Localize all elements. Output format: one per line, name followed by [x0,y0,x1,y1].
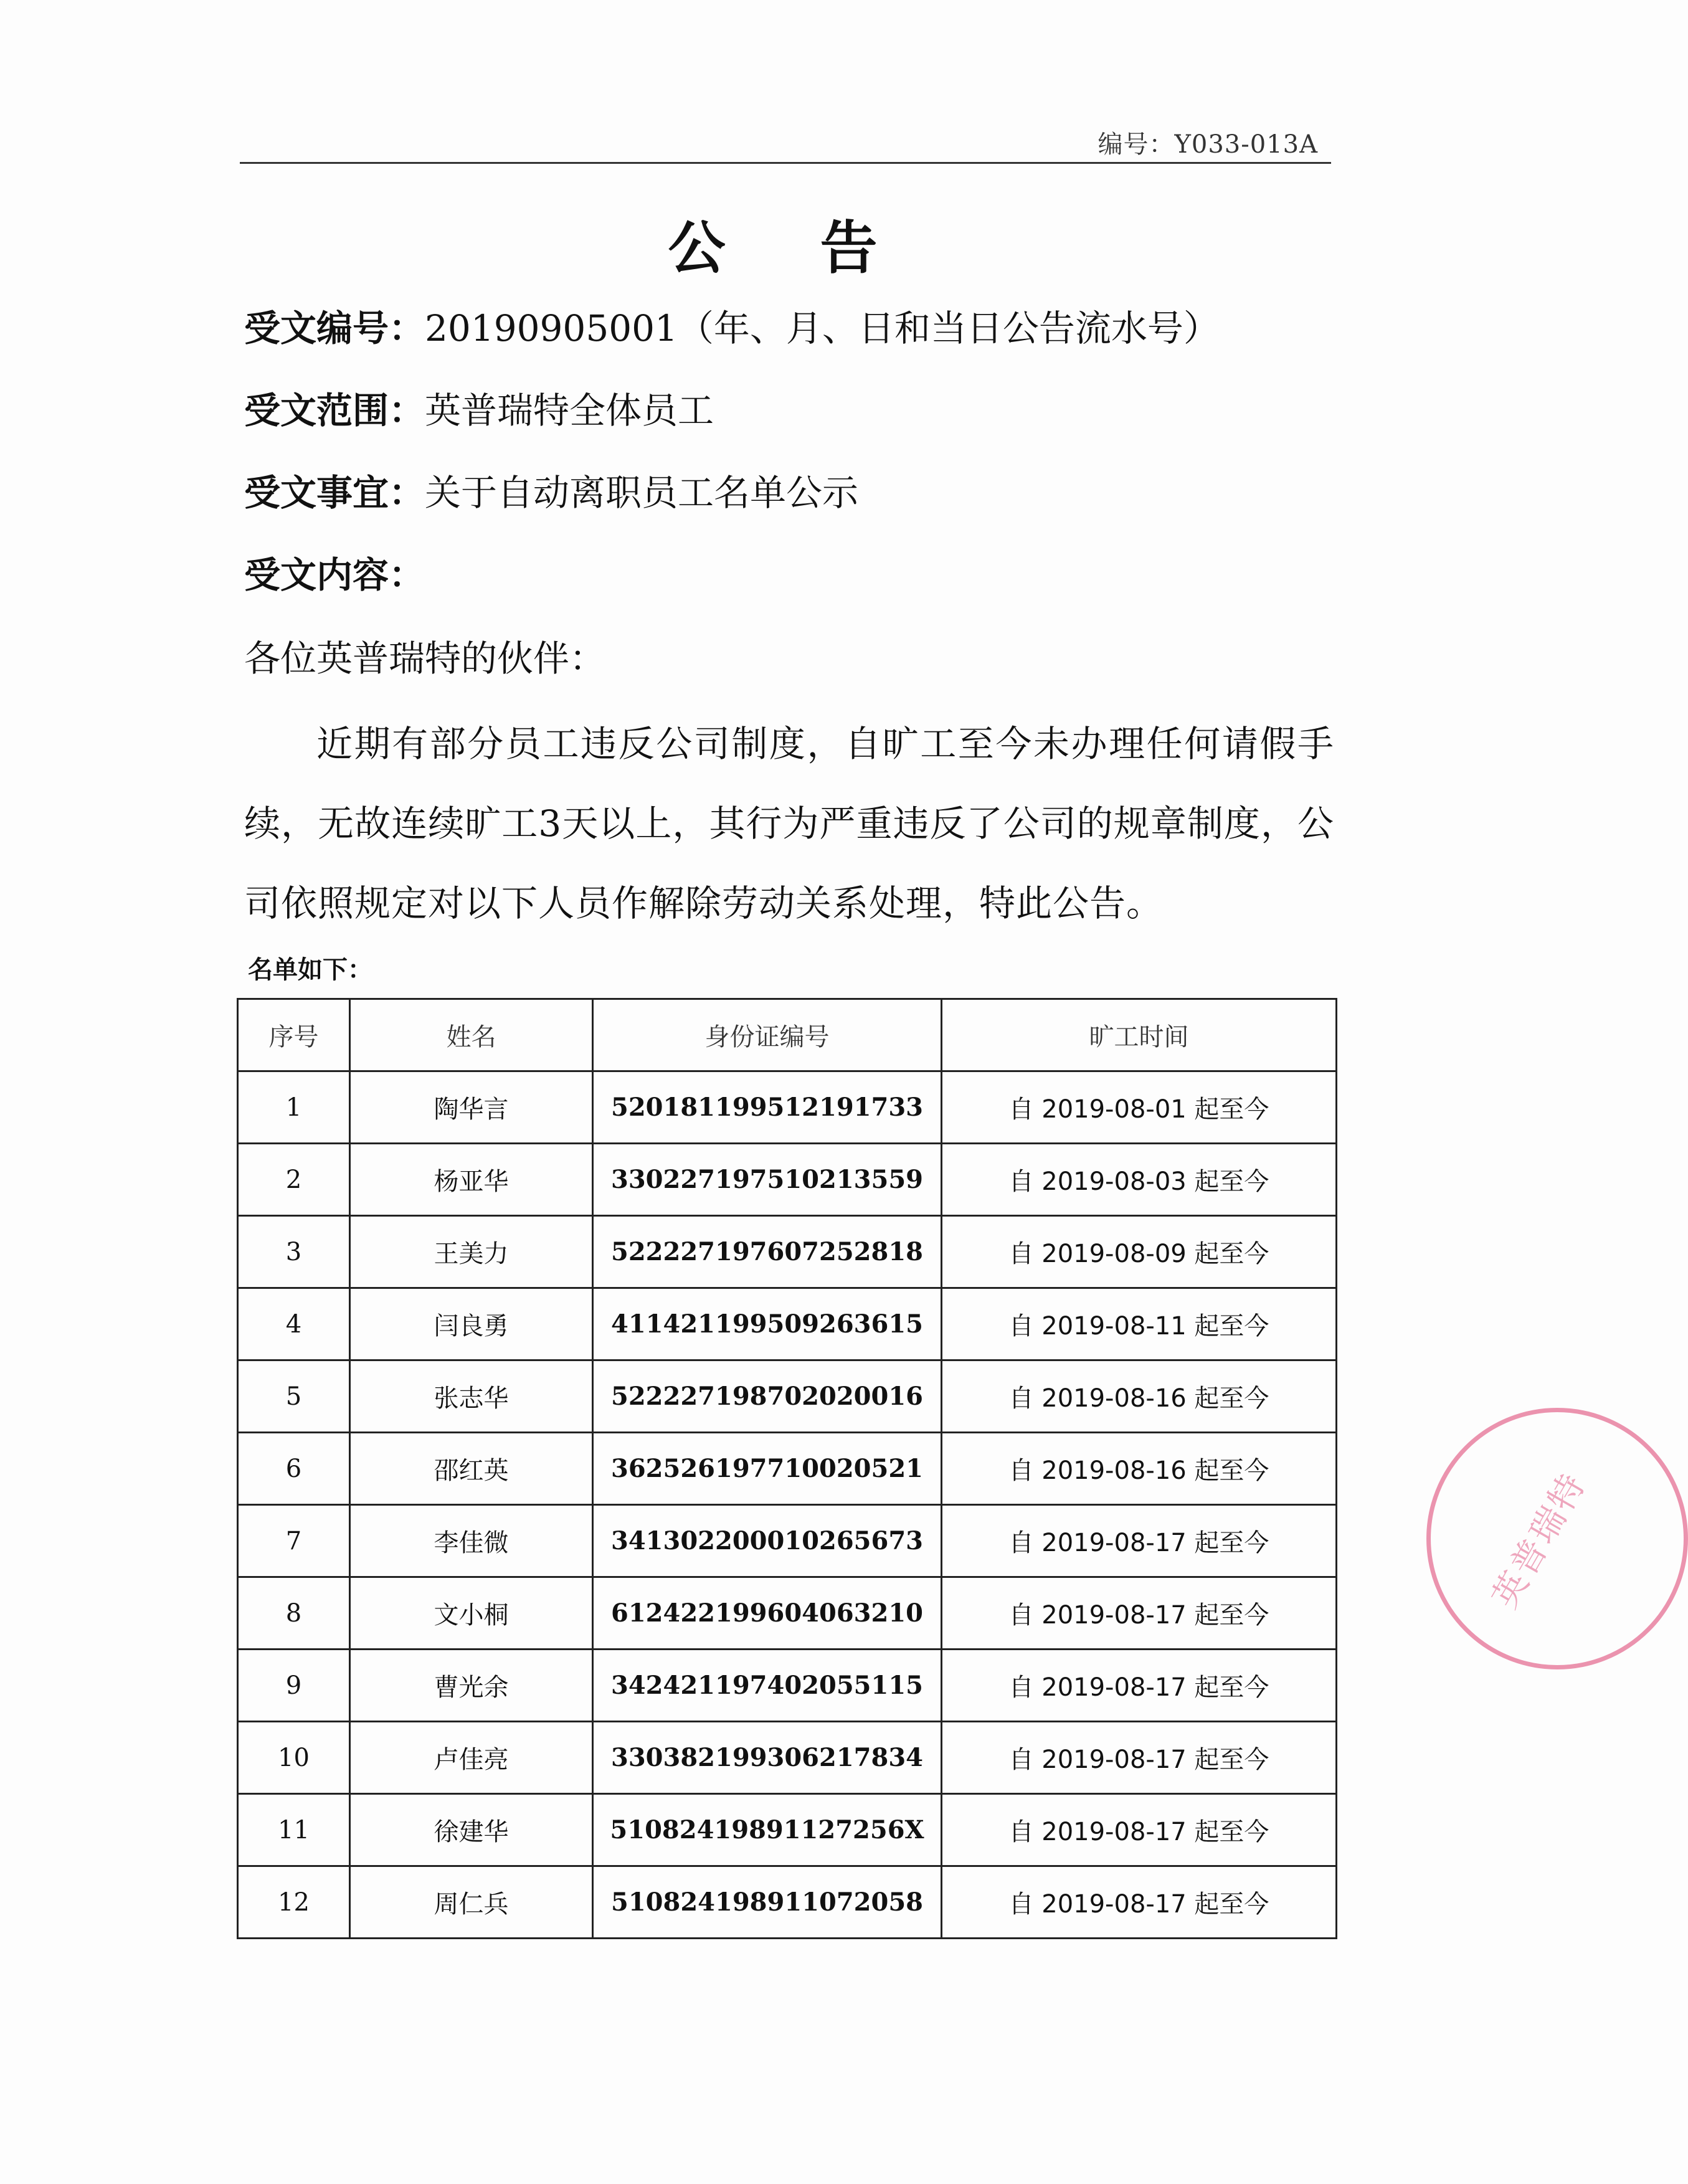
cell-index: 6 [238,1433,350,1505]
header-index: 序号 [238,999,350,1071]
field-label: 受文编号： [244,307,425,349]
cell-id-number: 330382199306217834 [593,1722,942,1794]
cell-absence-time: 自 2019-08-17 起至今 [942,1722,1337,1794]
table-row [238,1144,1337,1216]
seal-text: 英普瑞特 [1484,1465,1595,1615]
header-id-number: 身份证编号 [593,999,942,1071]
field-label: 受文范围： [244,389,425,432]
cell-absence-time: 自 2019-08-01 起至今 [942,1071,1337,1144]
cell-name: 闫良勇 [350,1288,593,1360]
cell-absence-time: 自 2019-08-17 起至今 [942,1577,1337,1650]
cell-name: 徐建华 [350,1794,593,1866]
cell-name: 卢佳亮 [350,1722,593,1794]
table-header-row [238,999,1337,1071]
cell-index: 2 [238,1144,350,1216]
cell-id-number: 522227198702020016 [593,1360,942,1433]
document-number: 编号：Y033-013A [1098,130,1318,159]
table-row [238,1288,1337,1360]
cell-absence-time: 自 2019-08-17 起至今 [942,1505,1337,1577]
cell-name: 张志华 [350,1360,593,1433]
table-row [238,1360,1337,1433]
cell-name: 周仁兵 [350,1866,593,1939]
cell-absence-time: 自 2019-08-11 起至今 [942,1288,1337,1360]
field-value: 关于自动离职员工名单公示 [425,472,859,514]
cell-id-number: 341302200010265673 [593,1505,942,1577]
cell-index: 1 [238,1071,350,1144]
cell-index: 3 [238,1216,350,1288]
cell-index: 9 [238,1650,350,1722]
cell-index: 12 [238,1866,350,1939]
cell-name: 王美力 [350,1216,593,1288]
header-name: 姓名 [350,999,593,1071]
field-scope [244,381,714,434]
cell-index: 4 [238,1288,350,1360]
cell-id-number: 342421197402055115 [593,1650,942,1722]
list-label: 名单如下： [248,956,372,984]
cell-name: 曹光余 [350,1650,593,1722]
table-row [238,1650,1337,1722]
table-row [238,1216,1337,1288]
cell-name: 陶华言 [350,1071,593,1144]
cell-id-number: 510824198911072058 [593,1866,942,1939]
greeting: 各位英普瑞特的伙伴： [244,637,606,680]
field-value: 20190905001（年、月、日和当日公告流水号） [425,307,1220,349]
cell-index: 8 [238,1577,350,1650]
cell-name: 文小桐 [350,1577,593,1650]
cell-id-number: 362526197710020521 [593,1433,942,1505]
header-divider [240,162,1331,164]
cell-id-number: 411421199509263615 [593,1288,942,1360]
cell-id-number: 520181199512191733 [593,1071,942,1144]
field-value: 英普瑞特全体员工 [425,389,714,432]
cell-absence-time: 自 2019-08-17 起至今 [942,1866,1337,1939]
dismissal-table [237,998,1337,1939]
cell-index: 7 [238,1505,350,1577]
cell-id-number: 330227197510213559 [593,1144,942,1216]
field-label: 受文事宜： [244,472,425,514]
field-subject [244,463,858,516]
cell-index: 5 [238,1360,350,1433]
body-paragraph: 近期有部分员工违反公司制度，自旷工至今未办理任何请假手续，无故连续旷工3天以上，其行为严重违反了公司的规章制度，公司依照规定对以下人员作解除劳动关系处理，特此公告。 [244,723,1334,924]
table-row [238,1433,1337,1505]
cell-name: 杨亚华 [350,1144,593,1216]
cell-absence-time: 自 2019-08-16 起至今 [942,1433,1337,1505]
field-doc-number [244,299,1220,351]
cell-absence-time: 自 2019-08-17 起至今 [942,1650,1337,1722]
cell-index: 11 [238,1794,350,1866]
cell-absence-time: 自 2019-08-16 起至今 [942,1360,1337,1433]
table-row [238,1866,1337,1939]
cell-name: 邵红英 [350,1433,593,1505]
table-row [238,1071,1337,1144]
table-row [238,1794,1337,1866]
cell-id-number: 51082419891127256X [593,1794,942,1866]
cell-name: 李佳微 [350,1505,593,1577]
cell-id-number: 612422199604063210 [593,1577,942,1650]
header-absence-time: 旷工时间 [942,999,1337,1071]
cell-absence-time: 自 2019-08-03 起至今 [942,1144,1337,1216]
cell-absence-time: 自 2019-08-17 起至今 [942,1794,1337,1866]
table-row [238,1577,1337,1650]
cell-id-number: 522227197607252818 [593,1216,942,1288]
table-row [238,1505,1337,1577]
field-content [244,546,425,598]
cell-index: 10 [238,1722,350,1794]
cell-absence-time: 自 2019-08-09 起至今 [942,1216,1337,1288]
company-seal [1426,1408,1688,1669]
page-title: 公 告 [668,215,915,282]
table-row [238,1722,1337,1794]
field-label: 受文内容： [244,554,425,596]
